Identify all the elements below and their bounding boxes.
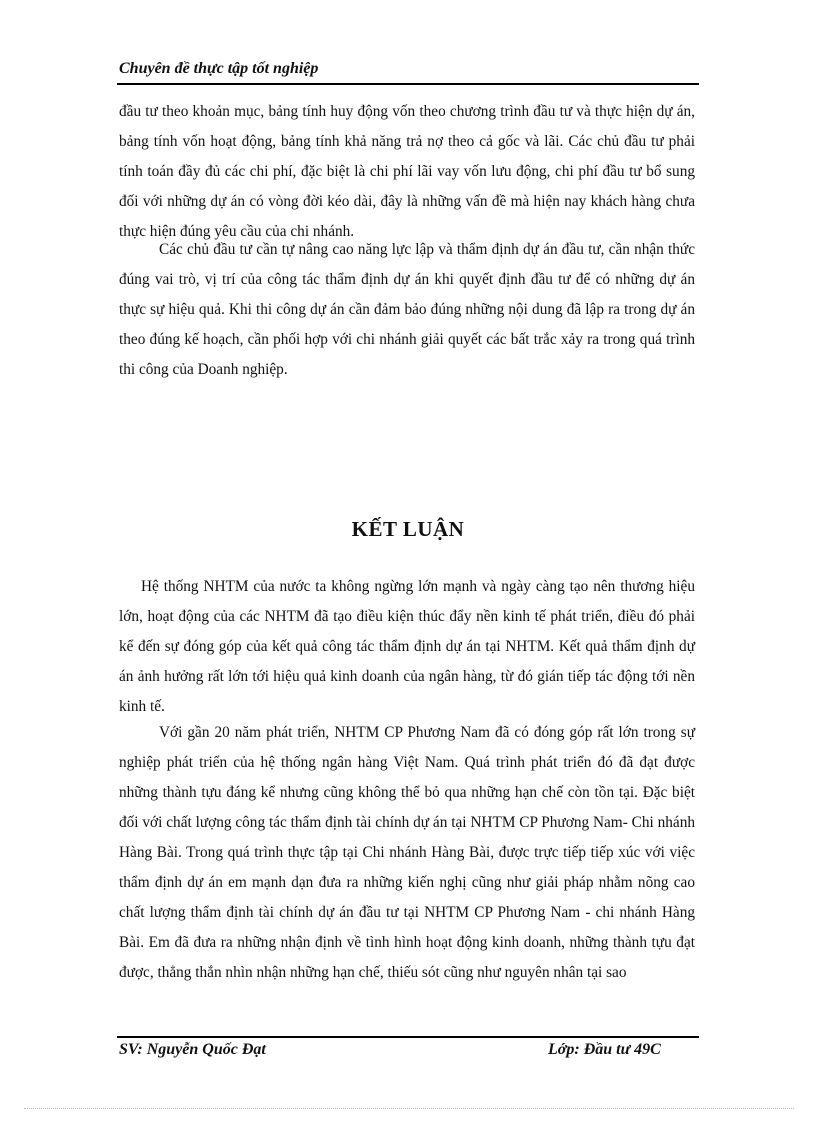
running-header-title: Chuyên đề thực tập tốt nghiệp	[119, 60, 319, 77]
footer-class-name: Lớp: Đầu tư 49C	[548, 1041, 661, 1058]
page-bottom-dotted-line	[24, 1108, 794, 1109]
paragraph-phuong-nam-bank: Với gần 20 năm phát triển, NHTM CP Phương Nam đã có đóng góp rất lớn trong sự nghiệp phát triển của hệ thống ngân hàng Việt Nam. Quá trình phát triển đó đã đạt được những thành tựu đáng kể nhưng cũng không thể bỏ qua những hạn chế còn tồn tại. Đặc biệt đối với chất lượng công tác thẩm định tài chính dự án tại NHTM CP Phương Nam- Chi nhánh Hàng Bài. Trong quá trình thực tập tại Chi nhánh Hàng Bài, được trực tiếp tiếp xúc với việc thẩm định dự án em mạnh dạn đưa ra những kiến nghị cũng như giải pháp nhằm nõng cao chất lượng thẩm định tài chính dự án đầu tư tại NHTM CP Phương Nam - chi nhánh Hàng Bài. Em đã đưa ra những nhận định về tình hình hoạt động kinh doanh, những thành tựu đạt được, thẳng thắn nhìn nhận những hạn chế, thiếu sót cũng như nguyên nhân tại sao	[119, 724, 695, 981]
header-rule	[117, 83, 699, 85]
footer-student-name: SV: Nguyễn Quốc Đạt	[119, 1041, 266, 1058]
section-title-conclusion: KẾT LUẬN	[351, 517, 465, 541]
paragraph-banking-system: Hệ thống NHTM của nước ta không ngừng lớn mạnh và ngày càng tạo nên thương hiệu lớn, hoạt động của các NHTM đã tạo điều kiện thúc đẩy nền kinh tế phát triển, điều đó phải kể đến sự đóng góp của kết quả công tác thẩm định dự án tại NHTM. Kết quả thẩm định dự án ảnh hưởng rất lớn tới hiệu quả kinh doanh của ngân hàng, từ đó gián tiếp tác động tới nền kinh tế.	[119, 578, 695, 715]
paragraph-investor-capacity: Các chủ đầu tư cần tự nâng cao năng lực lập và thẩm định dự án đầu tư, cần nhận thức đúng vai trò, vị trí của công tác thẩm định dự án khi quyết định đầu tư để có những dự án thực sự hiệu quả. Khi thi công dự án cần đảm bảo đúng những nội dung đã lập ra trong dự án theo đúng kế hoạch, cần phối hợp với chi nhánh giải quyết các bất trắc xảy ra trong quá trình thi công của Doanh nghiệp.	[119, 241, 695, 378]
footer-rule	[117, 1036, 699, 1038]
paragraph-investment-tables: đầu tư theo khoản mục, bảng tính huy động vốn theo chương trình đầu tư và thực hiện dự án, bảng tính vốn hoạt động, bảng tính khả năng trả nợ theo cả gốc và lãi. Các chủ đầu tư phải tính toán đầy đủ các chi phí, đặc biệt là chi phí lãi vay vốn lưu động, chi phí đầu tư bổ sung đối với những dự án có vòng đời kéo dài, đây là những vấn đề mà hiện nay khách hàng chưa thực hiện đúng yêu cầu của chi nhánh.	[119, 103, 695, 240]
